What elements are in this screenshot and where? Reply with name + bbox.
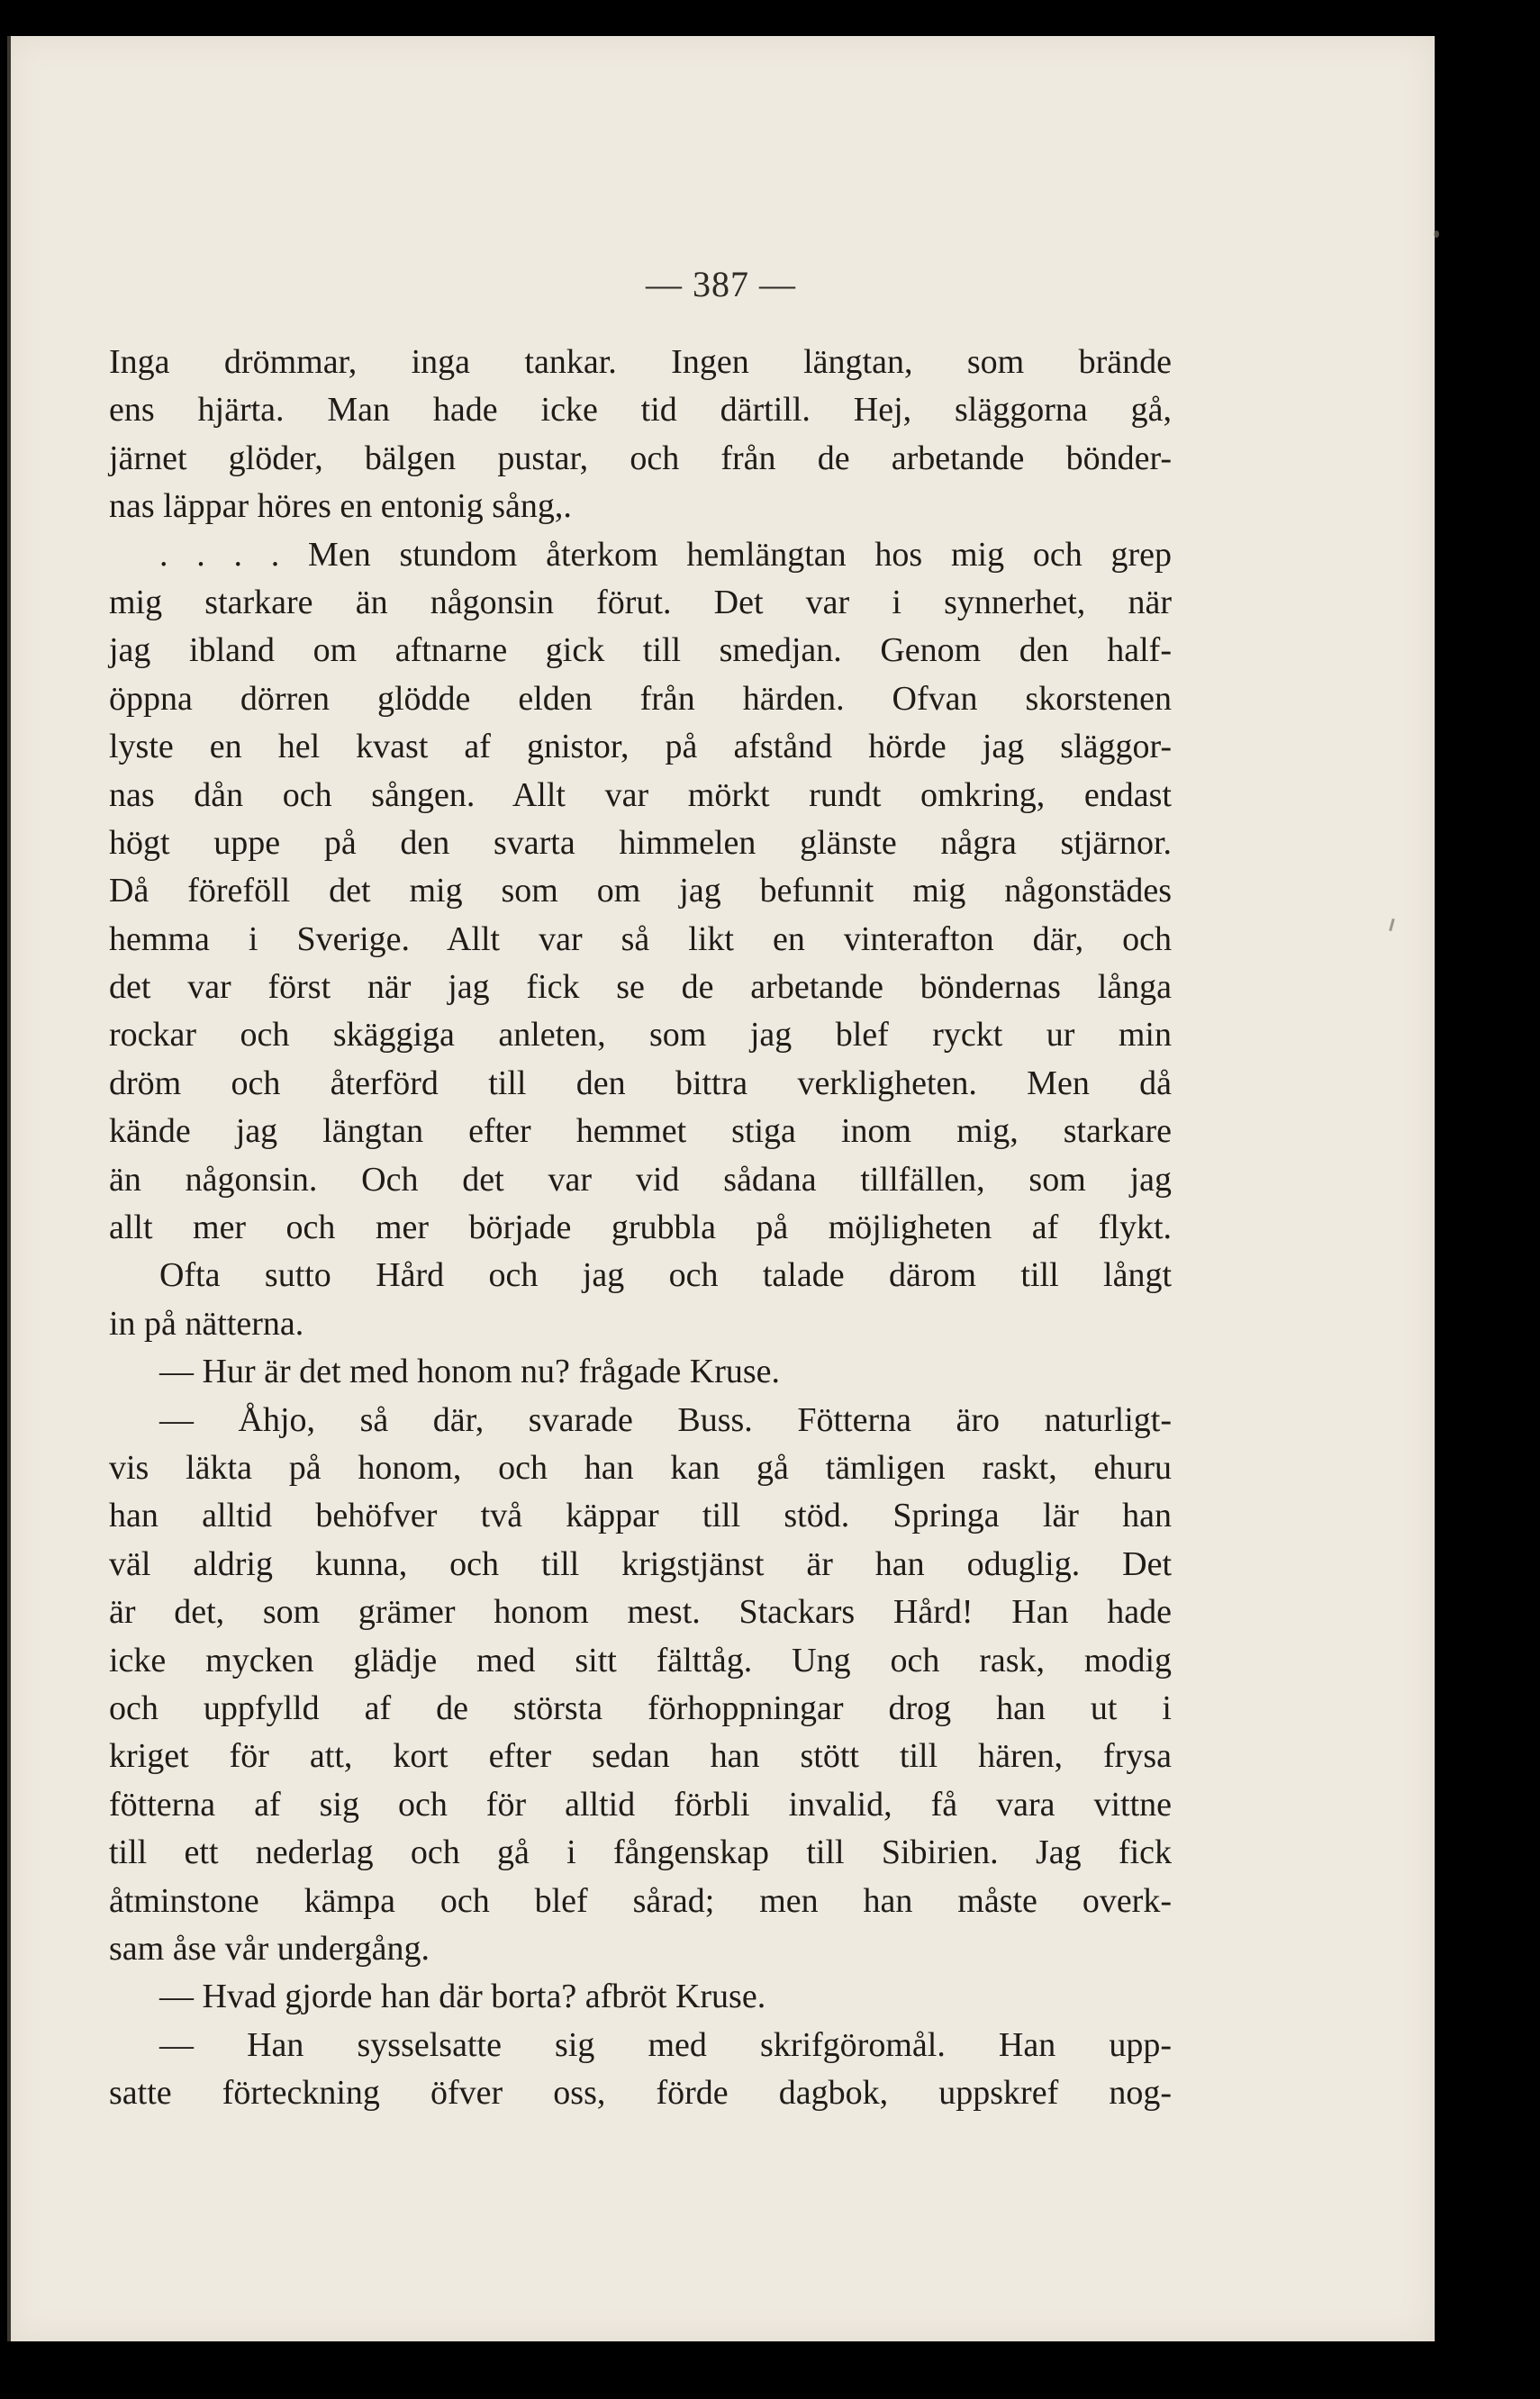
text-line: — Hur är det med honom nu? frågade Kruse. (159, 1353, 781, 1391)
text-line: icke mycken glädje med sitt fälttåg. Ung och rask, modig (109, 1641, 1172, 1679)
paper-speck (1434, 231, 1439, 238)
text-line: är det, som grämer honom mest. Stackars Hård! Han hade (109, 1593, 1172, 1632)
text-line: Ofta sutto Hård och jag och talade därom till långt (159, 1256, 1172, 1295)
text-line: öppna dörren glödde elden från härden. Ofvan skorstenen (109, 679, 1172, 718)
text-line: dröm och återförd till den bittra verkligheten. Men då (109, 1064, 1172, 1102)
text-line: järnet glöder, bälgen pustar, och från de arbetande bönder- (109, 439, 1172, 477)
text-line: fötterna af sig och för alltid förbli invalid, få vara vittne (109, 1785, 1172, 1824)
text-line: mig starkare än någonsin förut. Det var i synnerhet, när (109, 583, 1172, 621)
text-line: kriget för att, kort efter sedan han stött till hären, frysa (109, 1737, 1172, 1776)
text-line: in på nätterna. (109, 1304, 304, 1343)
text-line: han alltid behöfver två käppar till stöd. Springa lär han (109, 1497, 1172, 1535)
text-line: nas läppar höres en entonig sång,. (109, 487, 572, 526)
text-line: till ett nederlag och gå i fångenskap till Sibirien. Jag fick (109, 1833, 1172, 1872)
text-line: det var först när jag fick se de arbetande böndernas långa (109, 968, 1172, 1007)
text-line: — Hvad gjorde han där borta? afbröt Kruse. (159, 1978, 766, 2016)
text-line: . . . . Men stundom återkom hemlängtan hos mig och grep (159, 535, 1172, 574)
paper-mark (1389, 919, 1395, 931)
text-line: ens hjärta. Man hade icke tid därtill. Hej, släggorna gå, (109, 391, 1172, 430)
book-page (7, 36, 1435, 2341)
text-line: — Åhjo, så där, svarade Buss. Fötterna äro naturligt- (159, 1400, 1172, 1439)
page-edge-shadow (7, 36, 11, 2341)
text-line: och uppfylld af de största förhoppningar drog han ut i (109, 1688, 1172, 1727)
text-line: lyste en hel kvast af gnistor, på afstånd hörde jag släggor- (109, 728, 1172, 766)
text-line: rockar och skäggiga anleten, som jag blef ryckt ur min (109, 1016, 1172, 1055)
text-line: kände jag längtan efter hemmet stiga inom mig, starkare (109, 1112, 1172, 1151)
text-line: jag ibland om aftnarne gick till smedjan. Genom den half- (109, 631, 1172, 670)
text-line: — Han sysselsatte sig med skrifgöromål. Han upp- (159, 2025, 1172, 2064)
body-text (109, 339, 1172, 2117)
text-line: allt mer och mer började grubbla på möjligheten af flykt. (109, 1209, 1172, 1247)
page-number: — 387 — (646, 264, 796, 304)
text-line: Då föreföll det mig som om jag befunnit mig någonstädes (109, 872, 1172, 910)
text-line: hemma i Sverige. Allt var så likt en vinterafton där, och (109, 919, 1172, 958)
text-line: väl aldrig kunna, och till krigstjänst är han oduglig. Det (109, 1544, 1172, 1583)
text-line: nas dån och sången. Allt var mörkt rundt omkring, endast (109, 775, 1172, 814)
text-line: än någonsin. Och det var vid sådana tillfällen, som jag (109, 1160, 1172, 1199)
text-line: åtminstone kämpa och blef sårad; men han måste overk- (109, 1881, 1172, 1920)
text-line: vis läkta på honom, och han kan gå tämligen raskt, ehuru (109, 1448, 1172, 1487)
text-line: satte förteckning öfver oss, förde dagbok, uppskref nog- (109, 2074, 1172, 2113)
text-line: sam åse vår undergång. (109, 1929, 430, 1968)
text-line: högt uppe på den svarta himmelen glänste några stjärnor. (109, 823, 1172, 862)
text-line: Inga drömmar, inga tankar. Ingen längtan, som brände (109, 343, 1172, 381)
